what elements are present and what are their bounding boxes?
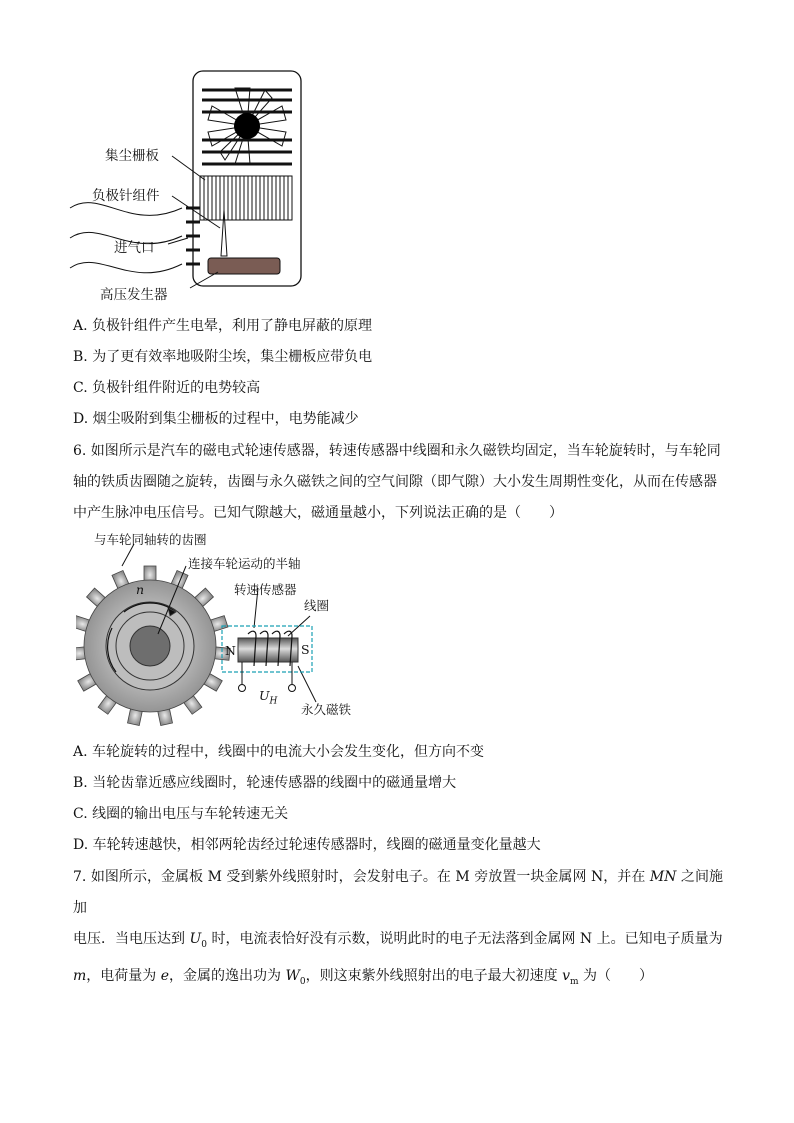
figure-precipitator [60,60,320,310]
q7-text-7: ，则这束紫外线照射出的电子最大初速度 [305,967,563,984]
label-coil: 线圈 [304,598,330,613]
q5-option-b: B. 为了更有效率地吸附尘埃，集尘栅板应带负电 [73,349,373,365]
label-needle-assembly: 负极针组件 [92,188,160,204]
label-permanent-magnet: 永久磁铁 [301,702,352,717]
label-voltage-uh [259,688,277,707]
label-speed-sensor: 转速传感器 [234,582,297,597]
q7-symbol-mn: MN [649,869,677,885]
q7-symbol-w0: W [285,967,300,984]
q7-sub-m: m [569,976,579,987]
q5-option-a: A. 负极针组件产生电晕，利用了静电屏蔽的原理 [73,318,373,334]
q7-symbol-e: e [160,967,170,984]
q6-stem-line-3: 中产生脉冲电压信号。已知气隙越大，磁通量越小，下列说法正确的是（ ） [73,505,563,521]
q7-text-5: ，电荷量为 [86,967,161,984]
q7-text-3: 电压．当电压达到 [73,931,190,947]
label-pole-s: S [301,642,310,657]
label-pole-n: N [225,643,236,658]
label-air-inlet: 进气口 [114,240,155,256]
q6-stem-line-1: 6. 如图所示是汽车的磁电式轮速传感器，转速传感器中线圈和永久磁铁均固定，当车轮旋转时，与车轮同 [73,443,721,459]
q6-option-a: A. 车轮旋转的过程中，线圈中的电流大小会发生变化，但方向不变 [73,744,485,760]
q7-symbol-u0: U [189,931,202,947]
q7-text-2: 之间施加 [73,869,723,916]
q7-text-1: 7. 如图所示，金属板 M 受到紫外线照射时，会发射电子。在 M 旁放置一块金属网 N，并在 [73,869,650,885]
q6-option-d: D. 车轮转速越快，相邻两轮齿经过轮速传感器时，线圈的磁通量变化量越大 [73,837,541,853]
q6-stem-line-2: 轴的铁质齿圈随之旋转，齿圈与永久磁铁之间的空气间隙（即气隙）大小发生周期性变化，从而在传感器 [73,474,717,490]
q7-sub-w: 0 [299,976,306,987]
label-rotation-n: n [136,582,145,597]
voltage-subscript-h: H [269,696,278,707]
q7-symbol-vm: v [562,967,570,984]
voltage-u: U [259,688,270,703]
q7-stem [73,862,723,998]
q6-option-c: C. 线圈的输出电压与车轮转速无关 [73,806,289,822]
q6-option-b: B. 当轮齿靠近感应线圈时，轮速传感器的线圈中的磁通量增大 [73,775,457,791]
q7-symbol-m: m [73,967,87,984]
q5-option-c: C. 负极针组件附近的电势较高 [73,380,261,396]
label-collector-plate: 集尘栅板 [105,148,159,164]
q7-text-4: 时，电流表恰好没有示数，说明此时的电子无法落到金属网 N 上。已知电子质量为 [207,931,723,947]
q5-option-d: D. 烟尘吸附到集尘栅板的过程中，电势能减少 [73,411,359,427]
label-gear-ring: 与车轮同轴转的齿圈 [94,532,207,547]
q7-text-6: ，金属的逸出功为 [169,967,286,984]
label-half-shaft: 连接车轮运动的半轴 [188,556,301,571]
label-hv-generator: 高压发生器 [100,287,168,303]
q7-sub-0: 0 [201,939,207,950]
figure-wheel-speed-sensor [76,530,376,730]
q7-text-8: 为（ ） [578,967,653,984]
